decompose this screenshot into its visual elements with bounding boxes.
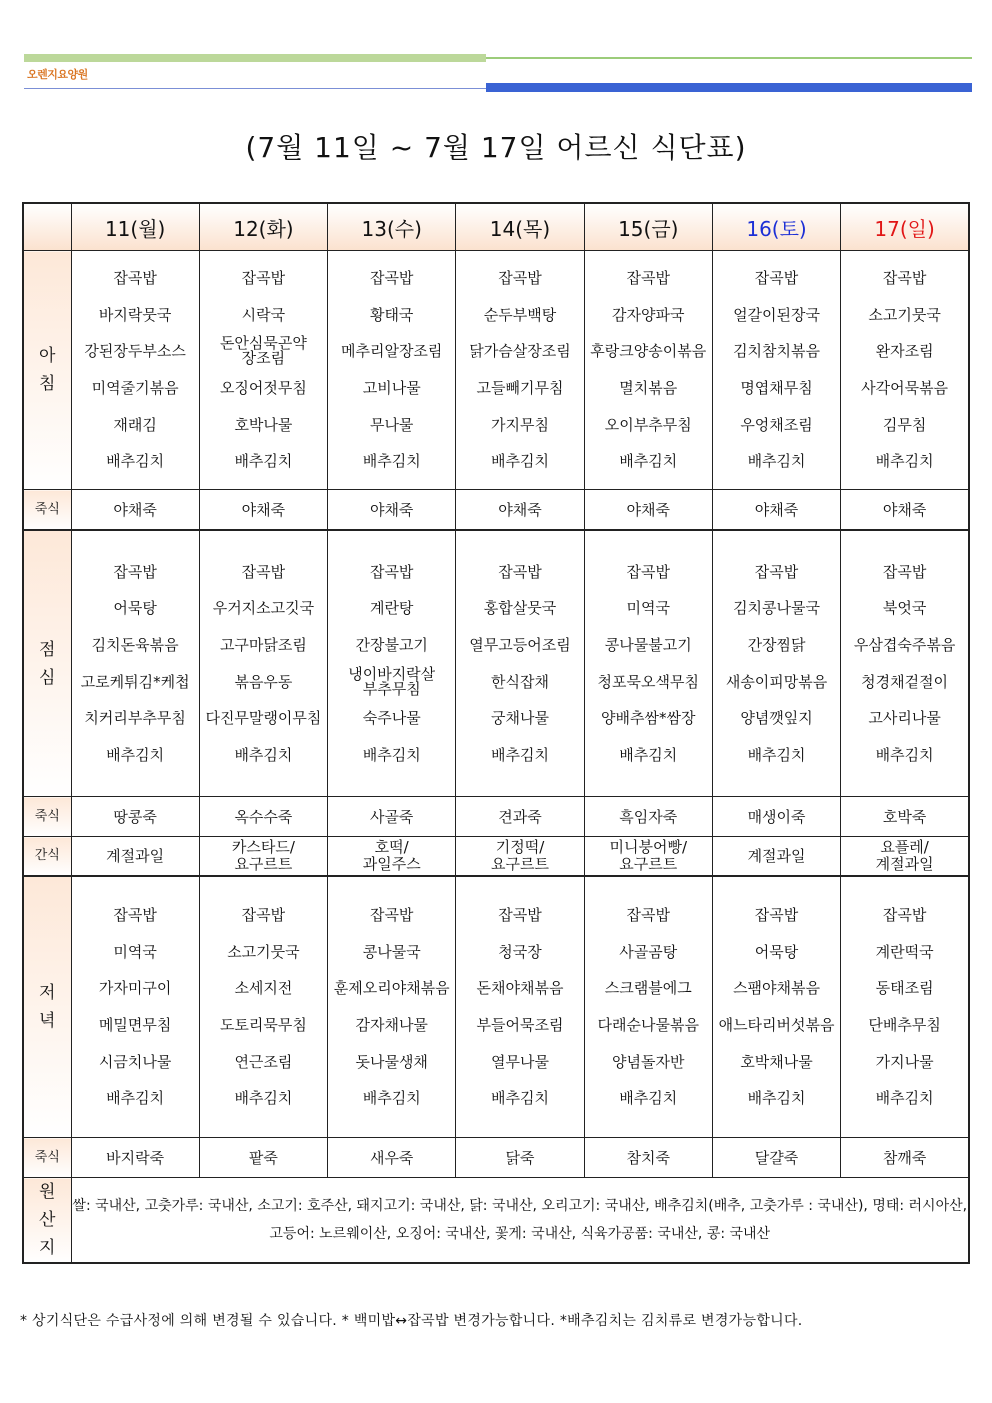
menu-item: 얼갈이된장국 — [733, 305, 821, 324]
header-blue-bar — [486, 83, 972, 92]
dinner-cell — [584, 876, 712, 1138]
dinner_porridge-cell: 새우죽 — [328, 1138, 456, 1178]
day-header: 11(월) — [71, 203, 199, 251]
snack-cell: 미니붕어빵/ 요구르트 — [584, 837, 712, 877]
dinner_porridge-cell: 참깨죽 — [841, 1138, 969, 1178]
menu-item: 김치콩나물국 — [733, 599, 821, 618]
menu-item: 계란탕 — [369, 599, 414, 618]
dinner-porridge-row — [23, 1138, 969, 1178]
breakfast_porridge-cell: 야채죽 — [584, 490, 712, 531]
menu-item: 잡곡밥 — [754, 906, 799, 925]
menu-item: 잡곡밥 — [882, 269, 927, 288]
menu-item: 우삼겹숙주볶음 — [853, 635, 956, 654]
menu-item: 돈채야채볶음 — [476, 979, 564, 998]
menu-item: 배추김치 — [875, 1089, 934, 1108]
footnote: * 상기식단은 수급사정에 의해 변경될 수 있습니다. * 백미밥↔잡곡밥 변경가능합니다. *배추김치는 김치류로 변경가능합니다. — [20, 1313, 803, 1329]
menu-item: 후랑크양송이볶음 — [590, 342, 707, 361]
dinner-cell — [456, 876, 584, 1138]
menu-item: 한식잡채 — [491, 672, 549, 691]
menu-item: 훈제오리야채볶음 — [333, 979, 450, 998]
menu-item: 볶음우동 — [234, 672, 293, 691]
menu-item: 배추김치 — [234, 745, 293, 764]
day-header: 13(수) — [328, 203, 456, 251]
menu-item: 간장찜닭 — [747, 635, 806, 654]
dinner-label: 저 녁 — [23, 876, 71, 1138]
menu-item: 오징어젓무침 — [219, 379, 307, 397]
menu-item: 고비나물 — [362, 379, 421, 397]
menu-item: 시금치나물 — [98, 1052, 172, 1071]
lunch-cell — [71, 530, 199, 797]
menu-item: 배추김치 — [491, 452, 549, 471]
menu-item: 잡곡밥 — [626, 269, 670, 288]
porridge-label: 죽식 — [23, 490, 71, 531]
menu-item: 잡곡밥 — [754, 562, 799, 581]
menu-table — [22, 202, 970, 1264]
menu-item: 배추김치 — [747, 1089, 806, 1108]
dinner_porridge-cell: 달걀죽 — [712, 1138, 840, 1178]
lunch-cell — [584, 530, 712, 797]
breakfast_porridge-cell: 야채죽 — [71, 490, 199, 531]
day-header: 14(목) — [456, 203, 584, 251]
menu-item: 잡곡밥 — [113, 906, 157, 925]
menu-item: 양념돌자반 — [612, 1052, 685, 1071]
menu-item: 명엽채무침 — [740, 379, 813, 397]
menu-item: 양배추쌈*쌈장 — [601, 709, 696, 728]
menu-item: 호박채나물 — [740, 1052, 813, 1071]
dinner-cell — [199, 876, 327, 1138]
menu-item: 가지무침 — [491, 415, 549, 434]
menu-item: 배추김치 — [362, 745, 421, 764]
lunch-cell — [456, 530, 584, 797]
menu-item: 다진무말랭이무침 — [205, 709, 322, 728]
menu-item: 재래김 — [113, 415, 157, 434]
menu-item: 가지나물 — [875, 1052, 934, 1071]
breakfast_porridge-cell: 야채죽 — [199, 490, 327, 531]
breakfast-cell — [199, 251, 327, 490]
day-header: 12(화) — [199, 203, 327, 251]
menu-item: 잡곡밥 — [241, 269, 286, 288]
menu-item: 미역국 — [113, 942, 157, 961]
menu-item: 우엉채조림 — [740, 415, 813, 434]
corner-cell — [23, 203, 71, 251]
menu-item: 잡곡밥 — [754, 269, 799, 288]
menu-item: 배추김치 — [234, 1089, 293, 1108]
menu-item: 감자채나물 — [355, 1016, 428, 1034]
menu-item: 김치돈육볶음 — [91, 635, 179, 654]
menu-item: 북엇국 — [882, 599, 927, 618]
lunch_porridge-cell: 흑임자죽 — [584, 797, 712, 837]
menu-item: 호박나물 — [234, 415, 293, 434]
breakfast-cell — [712, 251, 840, 490]
lunch_porridge-cell: 호박죽 — [841, 797, 969, 837]
menu-item: 돈안심묵곤약 장조림 — [219, 334, 307, 368]
menu-item: 치커리부추무침 — [84, 709, 186, 728]
menu-item: 고들빼기무침 — [476, 379, 564, 397]
menu-item: 강된장두부소스 — [84, 342, 186, 361]
menu-item: 시락국 — [241, 305, 286, 324]
menu-item: 배추김치 — [747, 745, 806, 764]
menu-item: 청국장 — [498, 942, 542, 961]
breakfast-cell — [584, 251, 712, 490]
menu-item: 배추김치 — [619, 1089, 678, 1108]
snack-cell: 계절과일 — [71, 837, 199, 877]
menu-item: 잡곡밥 — [241, 906, 286, 925]
dinner_porridge-cell: 팥죽 — [199, 1138, 327, 1178]
menu-item: 잡곡밥 — [369, 906, 414, 925]
menu-item: 무나물 — [369, 415, 414, 434]
menu-item: 잡곡밥 — [498, 269, 542, 288]
dinner_porridge-cell: 닭죽 — [456, 1138, 584, 1178]
menu-item: 도토리묵무침 — [219, 1016, 307, 1034]
dinner-cell — [71, 876, 199, 1138]
menu-item: 돗나물생채 — [355, 1052, 428, 1071]
menu-item: 어묵탕 — [754, 942, 799, 961]
dinner_porridge-cell: 참치죽 — [584, 1138, 712, 1178]
menu-item: 홍합살뭇국 — [483, 599, 557, 618]
menu-item: 어묵탕 — [113, 599, 157, 618]
menu-item: 양념깻잎지 — [740, 709, 813, 728]
menu-item: 배추김치 — [875, 452, 934, 471]
menu-item: 계란떡국 — [875, 942, 934, 961]
lunch-row — [23, 530, 969, 797]
menu-item: 동태조림 — [875, 979, 934, 998]
menu-item: 오이부추무침 — [604, 415, 692, 434]
breakfast-label: 아 침 — [23, 251, 71, 490]
lunch-cell — [199, 530, 327, 797]
menu-item: 멸치볶음 — [619, 379, 678, 397]
menu-item: 잡곡밥 — [882, 906, 927, 925]
menu-item: 메추리알장조림 — [340, 342, 443, 361]
menu-item: 닭가슴살장조림 — [469, 342, 571, 361]
menu-item: 배추김치 — [362, 452, 421, 471]
lunch-label: 점 심 — [23, 530, 71, 797]
snack-cell: 요플레/ 계절과일 — [841, 837, 969, 877]
menu-item: 잡곡밥 — [369, 269, 414, 288]
header-green-line — [486, 57, 972, 59]
porridge-label: 죽식 — [23, 1138, 71, 1178]
lunch_porridge-cell: 땅콩죽 — [71, 797, 199, 837]
dinner_porridge-cell: 바지락죽 — [71, 1138, 199, 1178]
dinner-cell — [841, 876, 969, 1138]
snack-cell: 기정떡/ 요구르트 — [456, 837, 584, 877]
menu-item: 배추김치 — [106, 745, 165, 764]
menu-item: 배추김치 — [491, 745, 549, 764]
menu-item: 고로케튀김*케첩 — [80, 672, 190, 691]
menu-item: 배추김치 — [362, 1089, 421, 1108]
menu-item: 배추김치 — [747, 452, 806, 471]
dinner-cell — [328, 876, 456, 1138]
menu-item: 콩나물국 — [362, 942, 421, 961]
menu-item: 가자미구이 — [98, 979, 172, 998]
breakfast-cell — [841, 251, 969, 490]
breakfast-cell — [71, 251, 199, 490]
lunch-cell — [712, 530, 840, 797]
menu-item: 순두부백탕 — [483, 305, 557, 324]
menu-item: 배추김치 — [106, 452, 165, 471]
dinner-cell — [712, 876, 840, 1138]
breakfast_porridge-cell: 야채죽 — [712, 490, 840, 531]
menu-item: 미역국 — [626, 599, 670, 618]
brand-name: 오렌지요양원 — [27, 68, 88, 81]
header-blue-line — [24, 88, 486, 89]
menu-item: 고사리나물 — [868, 709, 941, 728]
menu-item: 열무고등어조림 — [469, 635, 571, 654]
menu-item: 배추김치 — [234, 452, 293, 471]
menu-item: 청포묵오색무침 — [597, 672, 699, 691]
snack-row — [23, 837, 969, 877]
menu-item: 배추김치 — [491, 1089, 549, 1108]
lunch_porridge-cell: 옥수수죽 — [199, 797, 327, 837]
breakfast_porridge-cell: 야채죽 — [328, 490, 456, 531]
breakfast-cell — [328, 251, 456, 490]
menu-item: 잡곡밥 — [498, 562, 542, 581]
menu-item: 숙주나물 — [362, 709, 421, 728]
menu-item: 완자조림 — [875, 342, 934, 361]
menu-item: 김치참치볶음 — [733, 342, 821, 361]
breakfast-cell — [456, 251, 584, 490]
menu-item: 사골곰탕 — [619, 942, 678, 961]
snack-cell: 호떡/ 과일주스 — [328, 837, 456, 877]
porridge-label: 죽식 — [23, 797, 71, 837]
menu-item: 다래순나물볶음 — [597, 1016, 699, 1034]
menu-item: 미역줄기볶음 — [91, 379, 179, 397]
menu-item: 우거지소고깃국 — [212, 599, 315, 618]
menu-item: 열무나물 — [491, 1052, 549, 1071]
menu-item: 감자양파국 — [612, 305, 685, 324]
lunch-porridge-row — [23, 797, 969, 837]
menu-item: 청경채겉절이 — [861, 672, 949, 691]
origin-text: 쌀: 국내산, 고춧가루: 국내산, 소고기: 호주산, 돼지고기: 국내산, 닭: 국내산, 오리고기: 국내산, 배추김치(배추, 고춧가루 : 국내산), 명태: 러시아산, 고등어: 노르웨이산, 오징어: 국내산, 꽃게: 국내산, 식육가공품: 국내산, 콩: 국내산 — [71, 1178, 969, 1264]
menu-item: 잡곡밥 — [626, 906, 670, 925]
menu-item: 소고기뭇국 — [868, 305, 941, 324]
snack-label: 간식 — [23, 837, 71, 877]
menu-item: 애느타리버섯볶음 — [718, 1016, 835, 1034]
breakfast-porridge-row — [23, 490, 969, 531]
day-header: 17(일) — [841, 203, 969, 251]
menu-item: 잡곡밥 — [626, 562, 670, 581]
menu-item: 배추김치 — [619, 452, 678, 471]
menu-item: 김무침 — [882, 415, 927, 434]
lunch_porridge-cell: 견과죽 — [456, 797, 584, 837]
origin-label: 원 산 지 — [23, 1178, 71, 1264]
menu-item: 연근조림 — [234, 1052, 293, 1071]
menu-item: 잡곡밥 — [241, 562, 286, 581]
menu-item: 소고기뭇국 — [227, 942, 300, 961]
menu-item: 단배추무침 — [868, 1016, 941, 1034]
menu-item: 콩나물불고기 — [604, 635, 692, 654]
menu-item: 잡곡밥 — [113, 562, 157, 581]
menu-item: 잡곡밥 — [498, 906, 542, 925]
menu-item: 부들어묵조림 — [476, 1016, 564, 1034]
day-header-row — [23, 203, 969, 251]
menu-item: 고구마닭조림 — [219, 635, 307, 654]
menu-item: 사각어묵볶음 — [861, 379, 949, 397]
breakfast-row — [23, 251, 969, 490]
menu-item: 잡곡밥 — [113, 269, 157, 288]
menu-item: 잡곡밥 — [369, 562, 414, 581]
menu-item: 냉이바지락살 부추무침 — [348, 664, 436, 698]
lunch_porridge-cell: 매생이죽 — [712, 797, 840, 837]
menu-item: 간장불고기 — [355, 635, 428, 654]
menu-item: 배추김치 — [619, 745, 678, 764]
snack-cell: 카스타드/ 요구르트 — [199, 837, 327, 877]
day-header: 15(금) — [584, 203, 712, 251]
menu-item: 스크램블에그 — [604, 979, 692, 998]
menu-item: 새송이피망볶음 — [725, 672, 828, 691]
breakfast_porridge-cell: 야채죽 — [841, 490, 969, 531]
snack-cell: 계절과일 — [712, 837, 840, 877]
menu-item: 메밀면무침 — [98, 1016, 172, 1034]
menu-item: 바지락뭇국 — [98, 305, 172, 324]
menu-item: 궁채나물 — [491, 709, 549, 728]
menu-item: 소세지전 — [234, 979, 293, 998]
menu-item: 황태국 — [369, 305, 414, 324]
menu-item: 잡곡밥 — [882, 562, 927, 581]
menu-item: 배추김치 — [106, 1089, 165, 1108]
day-header: 16(토) — [712, 203, 840, 251]
header-green-bar — [24, 54, 486, 62]
page-title: (7월 11일 ~ 7월 17일 어르신 식단표) — [245, 131, 747, 164]
origin-row — [23, 1178, 969, 1264]
lunch-cell — [841, 530, 969, 797]
lunch_porridge-cell: 사골죽 — [328, 797, 456, 837]
menu-item: 배추김치 — [875, 745, 934, 764]
lunch-cell — [328, 530, 456, 797]
dinner-row — [23, 876, 969, 1138]
breakfast_porridge-cell: 야채죽 — [456, 490, 584, 531]
menu-item: 스팸야채볶음 — [733, 979, 821, 998]
